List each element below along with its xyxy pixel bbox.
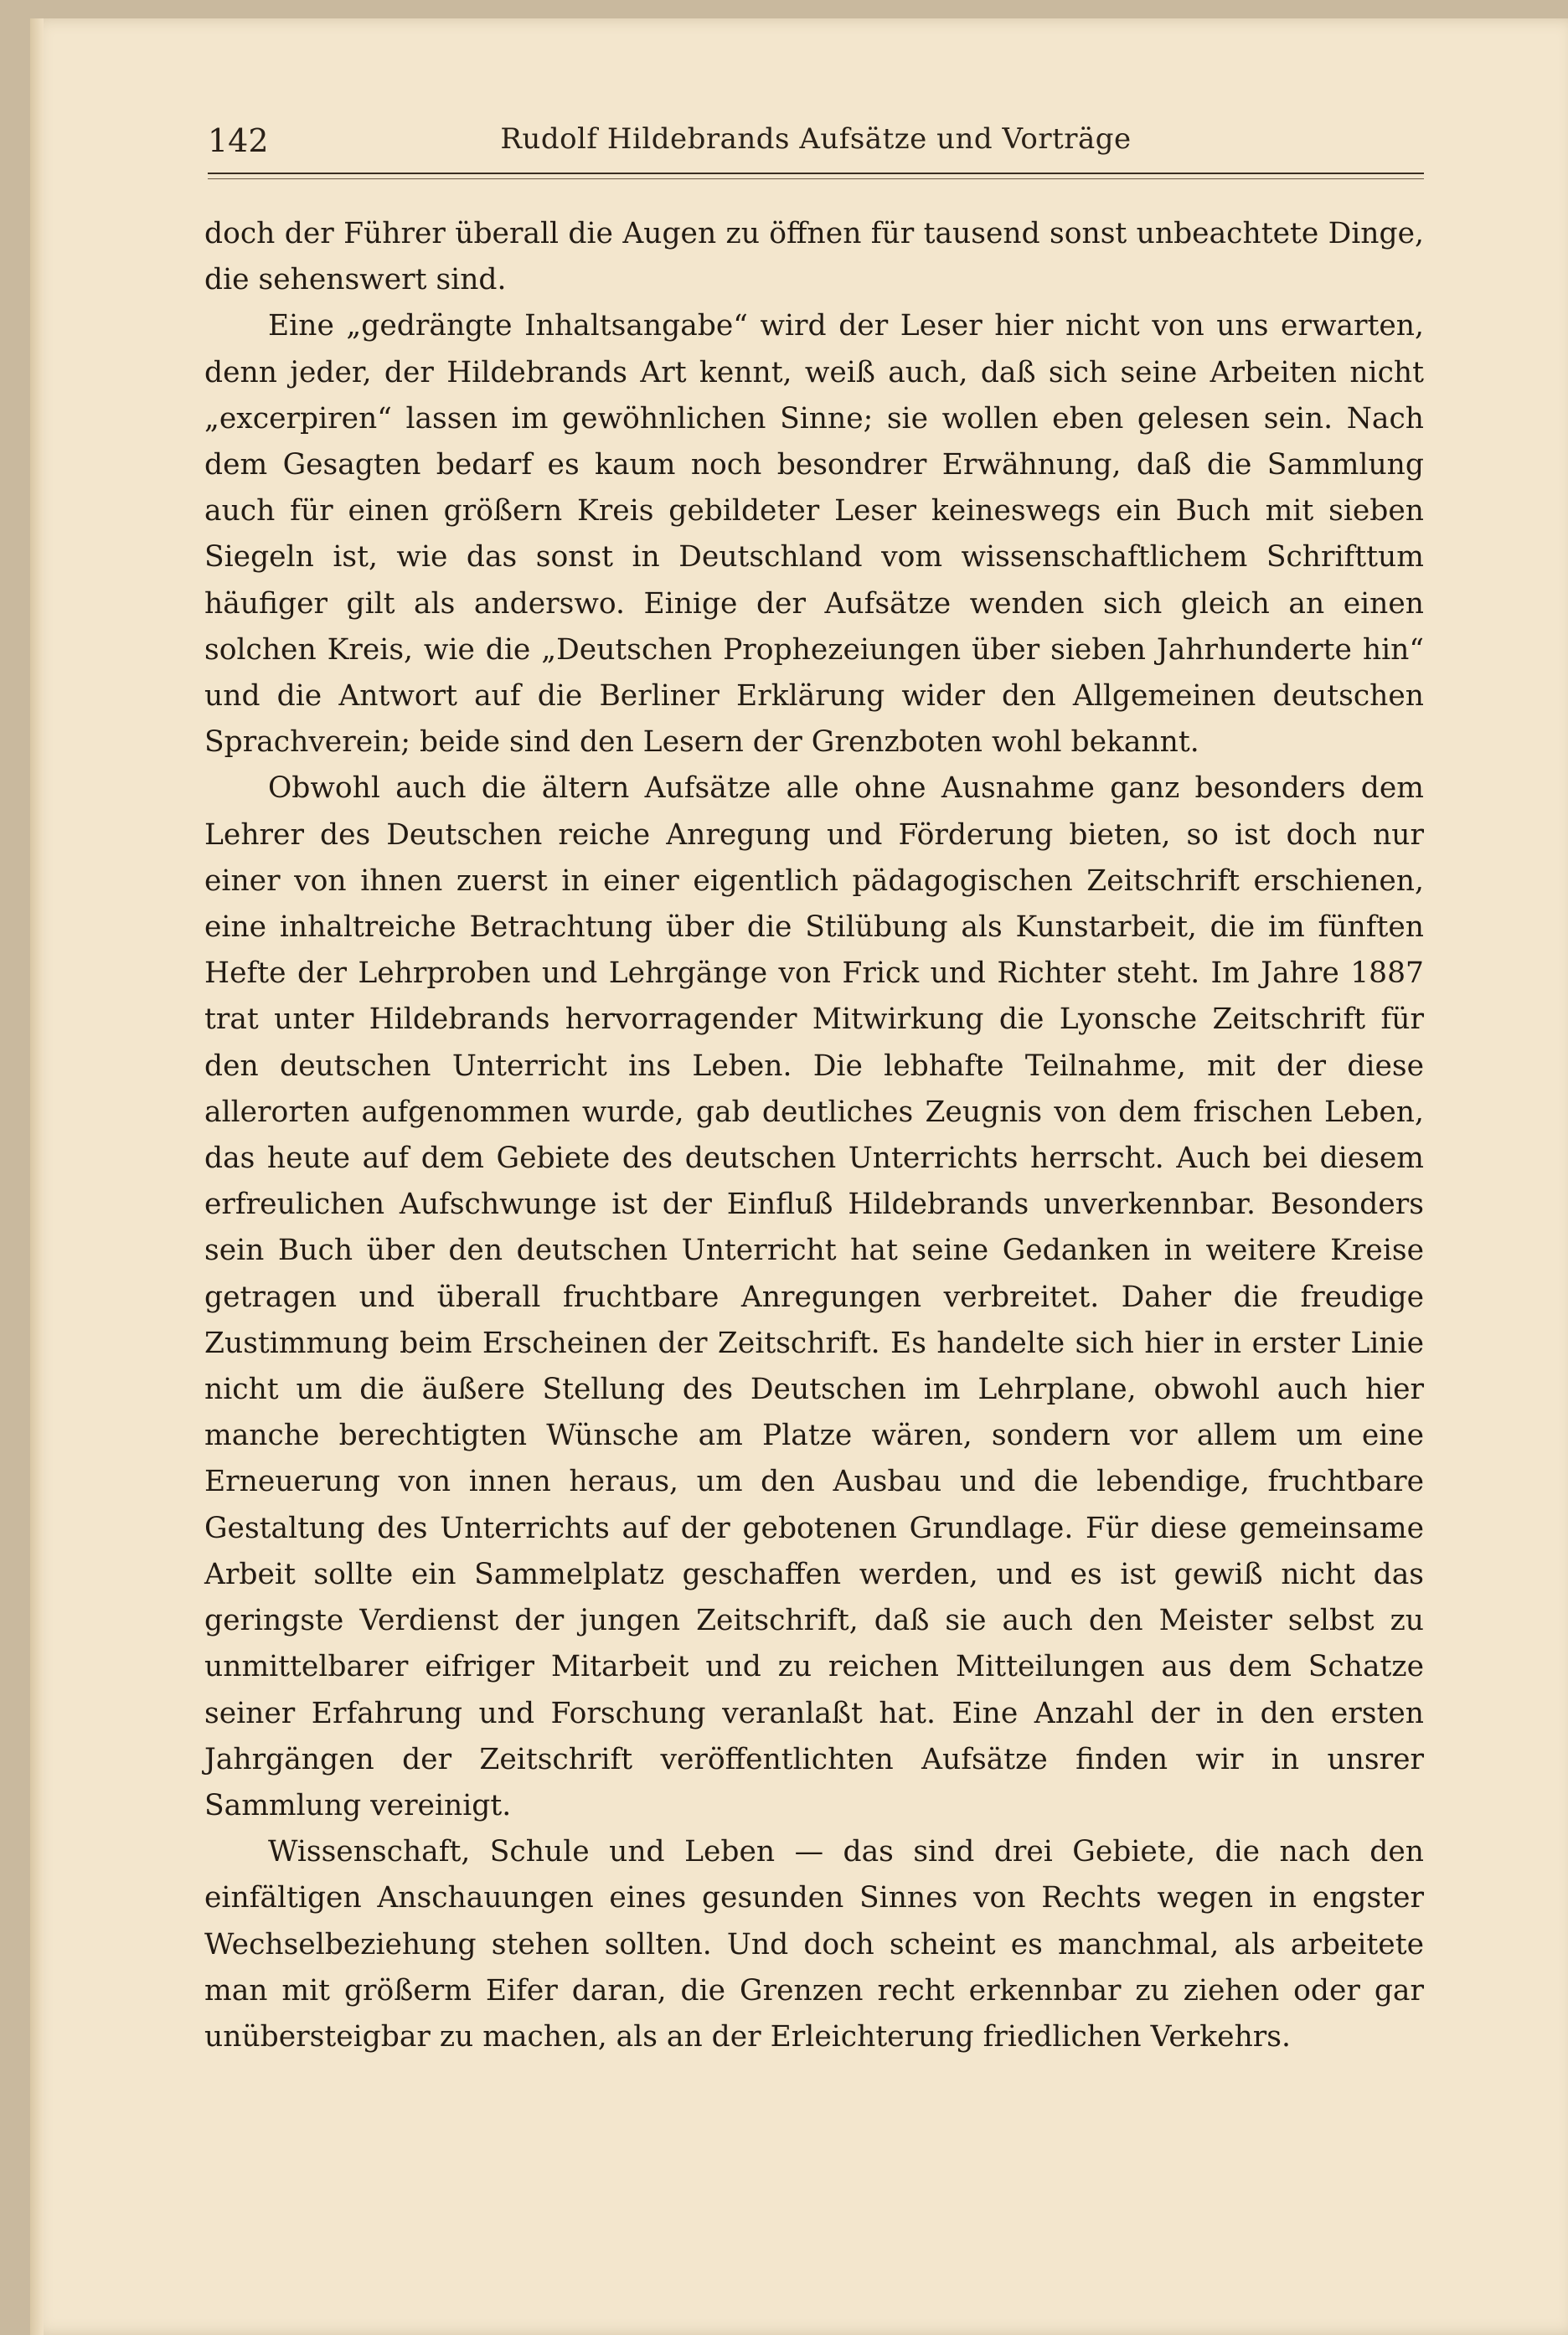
paragraph: Obwohl auch die ältern Aufsätze alle ohne Ausnahme ganz besonders dem Lehrer des Deutschen reiche Anregung und Förderung bieten, so ist doch nur einer von ihnen zuerst in einer eigentlich pädagogischen Zeitschrift erschienen, eine inhaltreiche Betrachtung über die Stilübung als Kunstarbeit, die im fünften Hefte der Lehrproben und Lehrgänge von Frick und Richter steht. Im Jahre 1887 trat unter Hildebrands hervorragender Mitwirkung die Lyonsche Zeitschrift für den deutschen Unterricht ins Leben. Die lebhafte Teilnahme, mit der diese allerorten aufgenommen wurde, gab deutliches Zeugnis von dem frischen Leben, das heute auf dem Gebiete des deutschen Unterrichts herrscht. Auch bei diesem erfreulichen Aufschwunge ist der Einfluß Hildebrands unverkennbar. Besonders sein Buch über den deutschen Unterricht hat seine Gedanken in weitere Kreise getragen und überall fruchtbare Anregungen verbreitet. Daher die freudige Zustimmung beim Erscheinen der Zeitschrift. Es handelte sich hier in erster Linie nicht um die äußere Stellung des Deutschen im Lehrplane, obwohl auch hier manche berechtigten Wünsche am Platze wären, sondern vor allem um eine Erneuerung von innen heraus, um den Ausbau und die lebendige, fruchtbare Gestaltung des Unterrichts auf der gebotenen Grundlage. Für diese gemeinsame Arbeit sollte ein Sammelplatz geschaffen werden, und es ist gewiß nicht das geringste Verdienst der jungen Zeitschrift, daß sie auch den Meister selbst zu unmittelbarer eifriger Mitarbeit und zu reichen Mitteilungen aus dem Schatze seiner Erfahrung und Forschung veranlaßt hat. Eine Anzahl der in den ersten Jahrgängen der Zeitschrift veröffentlichten Aufsätze finden wir in unsrer Sammlung vereinigt.	[204, 771, 1424, 1822]
body-text	[204, 211, 1424, 2154]
running-title: Rudolf Hildebrands Aufsätze und Vorträge	[500, 122, 1132, 156]
paragraph: Wissenschaft, Schule und Leben — das sind drei Gebiete, die nach den einfältigen Anschauungen eines gesunden Sinnes von Rechts wegen in engster Wechselbeziehung stehen sollten. Und doch scheint es manchmal, als arbeitete man mit größerm Eifer daran, die Grenzen recht erkennbar zu ziehen oder gar unübersteigbar zu machen, als an der Erleichterung friedlichen Verkehrs.	[204, 1835, 1424, 2054]
page-number: 142	[208, 122, 269, 159]
header-rule	[208, 173, 1424, 174]
header-rule-thin	[208, 178, 1424, 179]
paragraph: Eine „gedrängte Inhaltsangabe“ wird der Leser hier nicht von uns erwarten, denn jeder, der Hildebrands Art kennt, weiß auch, daß sich seine Arbeiten nicht „excerpiren“ lassen im gewöhnlichen Sinne; sie wollen eben gelesen sein. Nach dem Gesagten bedarf es kaum noch besondrer Erwähnung, daß die Sammlung auch für einen größern Kreis gebildeter Leser keineswegs ein Buch mit sieben Siegeln ist, wie das sonst in Deutschland vom wissenschaftlichem Schrifttum häufiger gilt als anderswo. Einige der Aufsätze wenden sich gleich an einen solchen Kreis, wie die „Deutschen Prophezeiungen über sieben Jahrhunderte hin“ und die Antwort auf die Berliner Erklärung wider den Allgemeinen deutschen Sprachverein; beide sind den Lesern der Grenzboten wohl bekannt.	[204, 309, 1424, 760]
paragraph-continued: doch der Führer überall die Augen zu öffnen für tausend sonst unbeachtete Dinge, die sehenswert sind.	[204, 217, 1424, 297]
running-head	[208, 117, 1424, 171]
page-gutter	[30, 18, 44, 2335]
